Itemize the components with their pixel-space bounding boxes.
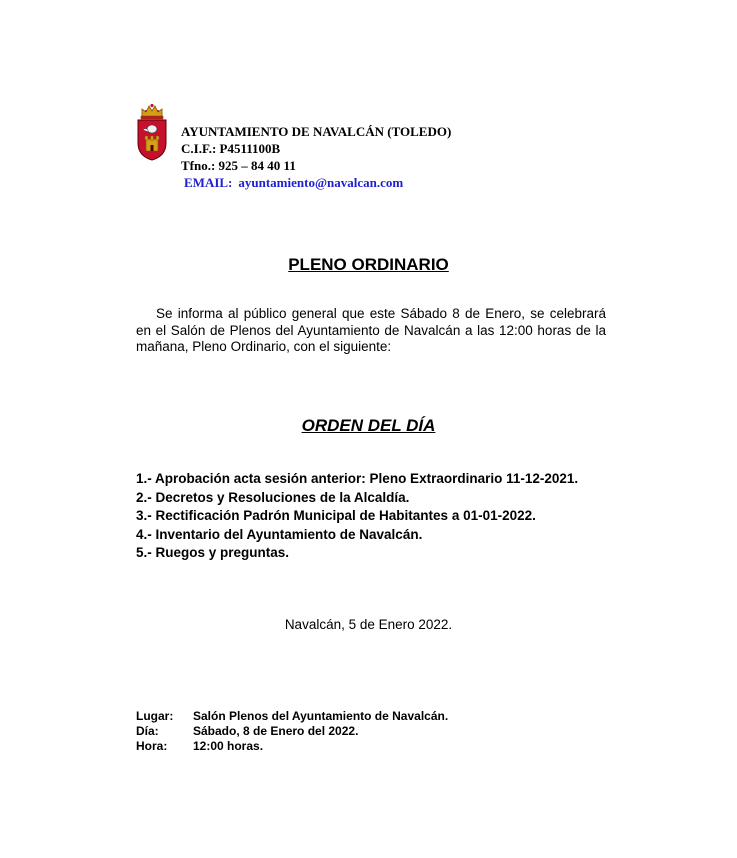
organization-name: AYUNTAMIENTO DE NAVALCÁN (TOLEDO) <box>181 124 452 139</box>
detail-row-place <box>136 709 448 724</box>
cif-number: C.I.F.: P4511100B <box>181 141 281 156</box>
detail-row-time <box>136 739 448 754</box>
agenda-item: 4.- Inventario del Ayuntamiento de Navalcán. <box>136 526 423 542</box>
agenda-item: 1.- Aprobación acta sesión anterior: Pleno Extraordinario 11-12-2021. <box>136 471 579 486</box>
phone-number: Tfno.: 925 – 84 40 11 <box>181 158 296 173</box>
agenda-title: ORDEN DEL DÍA <box>301 416 436 435</box>
detail-label: Hora: <box>136 739 168 753</box>
dateline: Navalcán, 5 de Enero 2022. <box>284 617 453 632</box>
email-label: EMAIL: <box>184 175 233 190</box>
page-title-text: PLENO ORDINARIO <box>288 255 449 274</box>
coat-of-arms-logo <box>136 103 168 161</box>
agenda-list <box>136 470 602 563</box>
meeting-details <box>136 709 448 754</box>
detail-label: Día: <box>136 724 159 738</box>
email-line <box>181 174 451 191</box>
organization-header <box>181 123 451 191</box>
email-address: ayuntamiento@navalcan.com <box>238 175 404 190</box>
agenda-item: 2.- Decretos y Resoluciones de la Alcaldía. <box>136 489 410 505</box>
detail-value: Sábado, 8 de Enero del 2022. <box>193 724 359 738</box>
intro-paragraph: Se informa al público general que este Sábado 8 de Enero, se celebrará en el Salón de Plenos del Ayuntamiento de Navalcán a las 12:00 horas de la mañana, Pleno Ordinario, con el siguiente: <box>136 306 606 354</box>
detail-value: 12:00 horas. <box>193 739 264 753</box>
agenda-item: 5.- Ruegos y preguntas. <box>136 545 290 560</box>
detail-value: Salón Plenos del Ayuntamiento de Navalcán. <box>193 709 449 723</box>
agenda-item: 3.- Rectificación Padrón Municipal de Habitantes a 01-01-2022. <box>136 508 536 523</box>
page-title <box>0 255 737 275</box>
detail-row-day <box>136 724 448 739</box>
detail-label: Lugar: <box>136 709 174 723</box>
